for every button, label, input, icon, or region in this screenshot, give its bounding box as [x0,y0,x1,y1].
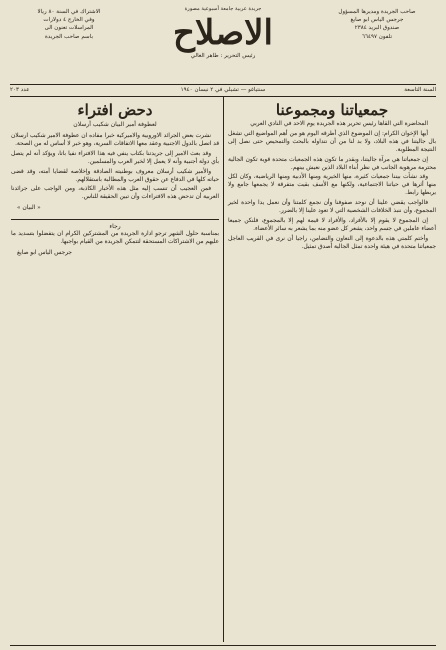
notice-body [11,231,219,247]
editor-line: رئيس التحرير : طاهر الغالي [190,53,256,59]
article-right-body [228,121,436,252]
article-paragraph: وقد نشأت بيننا جمعيات كثيرة، منها الخيرية ومنها الأدبية ومنها الرياضية، وكان لكل منها أثرها في حياتنا الاجتماعية، ولكنها مع الأسف بقيت متفرقة لا يجمعها جامع ولا يربطها رابط. [228,174,436,197]
volume-label: السنة التاسعة [404,87,436,93]
article-left-headline: دحض افتراء [77,101,153,119]
publisher-name: جرجس الياس ابو صايغ [350,17,404,24]
notice-box [11,219,219,256]
publisher-line: صاحب الجريدة ومديرها المسؤول [338,9,416,15]
bottom-rule [10,645,436,646]
correspondence-name: باسم صاحب الجريدة [44,33,93,40]
tagline: جريدة عربية جامعة أسبوعية مصورة [184,6,262,12]
article-paragraph: وقد بعث الامير إلى جريدتنا بكتاب ينفي فيه هذا الافتراء نفيا باتا، ويؤكد أنه لم يتصل بأي دولة أجنبية وأنه لا يعمل إلا لخير العرب والمسلمين. [11,150,219,165]
article-paragraph: فمن العجيب أن تنسب إليه مثل هذه الأخبار الكاذبة، ومن الواجب على جرائدنا العربية أن تدحض هذه الافتراءات وأن تبين الحقيقة للناس. [11,186,219,201]
columns [10,97,436,642]
issue-date: سنتياغو — تشيلي في ٢ نيسان ١٩٤٠ [180,87,266,93]
publisher-info [318,8,436,41]
subscription-abroad: وفي الخارج ٤ دولارات [43,17,95,24]
newspaper-title: الاصلاح [173,13,273,53]
article-paragraph: وأختم كلمتي هذه بالدعوة إلى التعاون والتضامن، راجيا أن نرى في القريب العاجل جمعياتنا متحدة في هيئة واحدة تمثل الجالية أصدق تمثيل. [228,235,436,250]
subscription-local: الاشتراك في السنة ٨٠ ريالا [37,9,101,15]
article-paragraph: إن المجموع لا يقوم إلا بالأفراد، والأفراد لا قيمة لهم إلا بالمجموع، فلنكن جميعا أعضاء عاملين في جسم واحد، يشعر كل عضو منه بما يشعر به سائر الأعضاء. [228,217,436,232]
article-paragraph: أيها الإخوان الكرام: إن الموضوع الذي أطرقه اليوم هو من أهم المواضيع التي تشغل بال جاليتنا في هذه البلاد، ولا بد لنا من أن نتداوله بالبحث والتمحيص حتى نصل إلى النتيجة المطلوبة. [228,130,436,153]
po-box: صندوق البريد ٢٣٨٤ [354,25,400,32]
correspondence-line: المراسلات تعنون الى [44,25,94,32]
masthead [10,6,436,84]
article-right-headline: جمعياتنا ومجموعنا [275,101,389,119]
column-divider [223,97,224,642]
notice-signature: جرجس الياس ابو صايغ [17,250,72,257]
issue-number: عدد ٢٠٣ [10,87,30,93]
subscription-info [10,8,128,41]
article-paragraph: إن جمعياتنا هي مرآة جاليتنا، وبقدر ما تكون هذه الجمعيات متحدة قوية تكون الجالية محترمة مرهوبة الجانب في نظر أبناء البلاد الذين نعيش بينهم. [228,156,436,171]
article-left-body [11,133,219,202]
article-left-subhead: لعطوفة أمير البيان شكيب أرسلان [73,121,157,128]
phone: تلفون ٦٦٤٩٧ [361,33,393,40]
notice-title: رجاء [109,223,121,231]
masthead-center [128,6,318,60]
article-paragraph: المحاضرة التي القاها رئيس تحرير هذه الجريدة يوم الاحد في النادي العربي [250,121,428,127]
article-paragraph: والأمير شكيب أرسلان معروف بوطنيته الصادقة وإخلاصه لقضايا أمته، وقد قضى حياته كلها في الدفاع عن حقوق العرب والمطالبة باستقلالهم. [11,168,219,183]
article-right [228,97,436,642]
notice-text: بمناسبة حلول الشهر ترجو ادارة الجريدة من المشتركين الكرام ان يتفضلوا بتسديد ما عليهم من الاشتراكات المستحقة لتتمكن الجريدة من القيام بواجبها. [11,231,219,246]
article-paragraph: فالواجب يقضي علينا أن نوحد صفوفنا وأن نجمع كلمتنا وأن نعمل يدا واحدة لخير المجموع، وأن ننبذ الخلافات الشخصية التي لا تعود علينا إلا بالضرر. [228,200,436,215]
article-left [11,97,219,642]
dateline [10,85,436,96]
article-paragraph: نشرت بعض الجرائد الاوروبية والاميركية خبرا مفاده ان عطوفة الامير شكيب ارسلان قد اتصل بالدول الاجنبية وعقد معها الاتفاقات السرية، وهو خبر لا أساس له من الصحة. [11,133,219,147]
article-left-signature: « البيان » [17,205,41,212]
